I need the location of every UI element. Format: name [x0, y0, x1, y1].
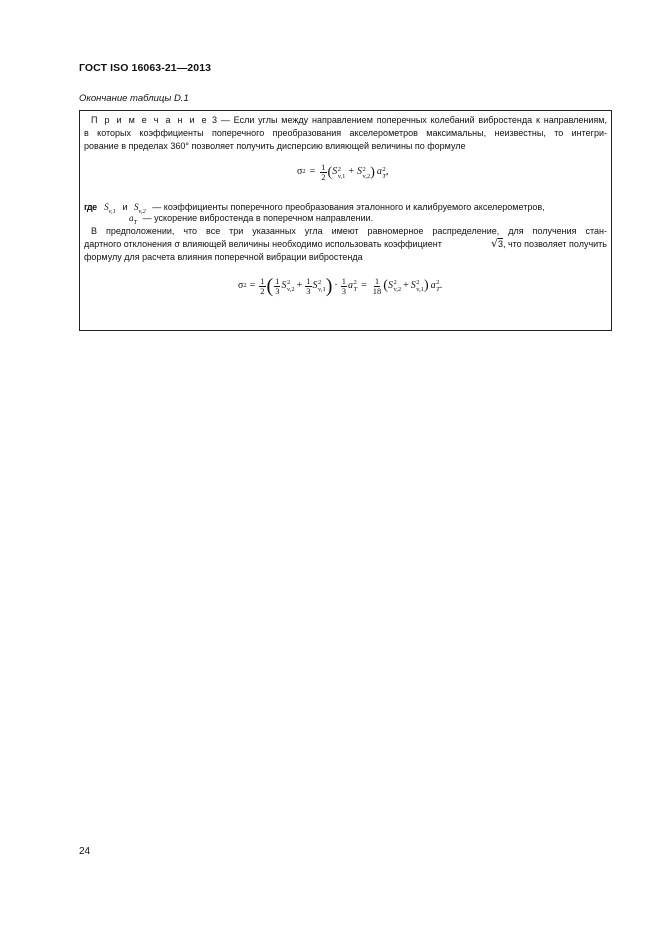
formula-variance: σ 2 = $\frac{1}{2}$ ( S 2 v,1 + S 2 v,2 ) a 2 T ,	[297, 162, 389, 182]
where-line-2: $a_T$ — ускорение вибростенда в поперечном направлении.	[129, 213, 374, 226]
fraction: $\frac{1}{2}$	[321, 162, 326, 182]
where-line-1: где $S_{v,1}$ и $S_{v,2}$ — коэффициенты поперечного преобразования эталонного и калибруемого акселерометров,	[84, 202, 545, 215]
note-line-2: в которых коэффициенты поперечного преобразования акселерометров максимальны, неизвестны, то интегри-	[84, 128, 607, 138]
table-note-box	[79, 110, 612, 331]
para-2-line-1: В предположении, что все три указанных угла имеют равномерное распределение, для получения стан-	[91, 226, 607, 236]
sigma-symbol: σ	[297, 166, 303, 178]
note-text: 3 — Если углы между направлением поперечных колебаний вибростенда к направлениям,	[212, 115, 607, 125]
table-continuation-caption: Окончание таблицы D.1	[79, 93, 189, 104]
note-label: П р и м е ч а н и е	[91, 115, 209, 125]
sqrt-icon: √	[490, 237, 498, 250]
sqrt-value: 3	[497, 239, 503, 249]
formula-transverse-vibration: σ 2 = $\frac{1}{2}$ ( $\frac{1}{3}$ S 2 v,2 + $\frac{1}{3}$ S 2 v,1 ) · $\frac{1}{3}$ a 2 T = $\frac{1}{18}$ ( S 2 v,2 + S 2 v,1 ) a 2 T .	[238, 275, 443, 297]
document-header: ГОСТ ISO 16063-21—2013	[79, 62, 212, 74]
note-line-1	[91, 114, 607, 127]
page-number: 24	[79, 846, 91, 857]
para-2-line-2: дартного отклонения σ влияющей величины необходимо использовать коэффициент √3, что позволяет получить	[84, 237, 607, 250]
note-line-3: рование в пределах 360° позволяет получить дисперсию влияющей величины по формуле	[84, 141, 466, 151]
where-label: где	[84, 202, 97, 212]
para-2-line-3: формулу для расчета влияния поперечной вибрации вибростенда	[84, 252, 363, 262]
